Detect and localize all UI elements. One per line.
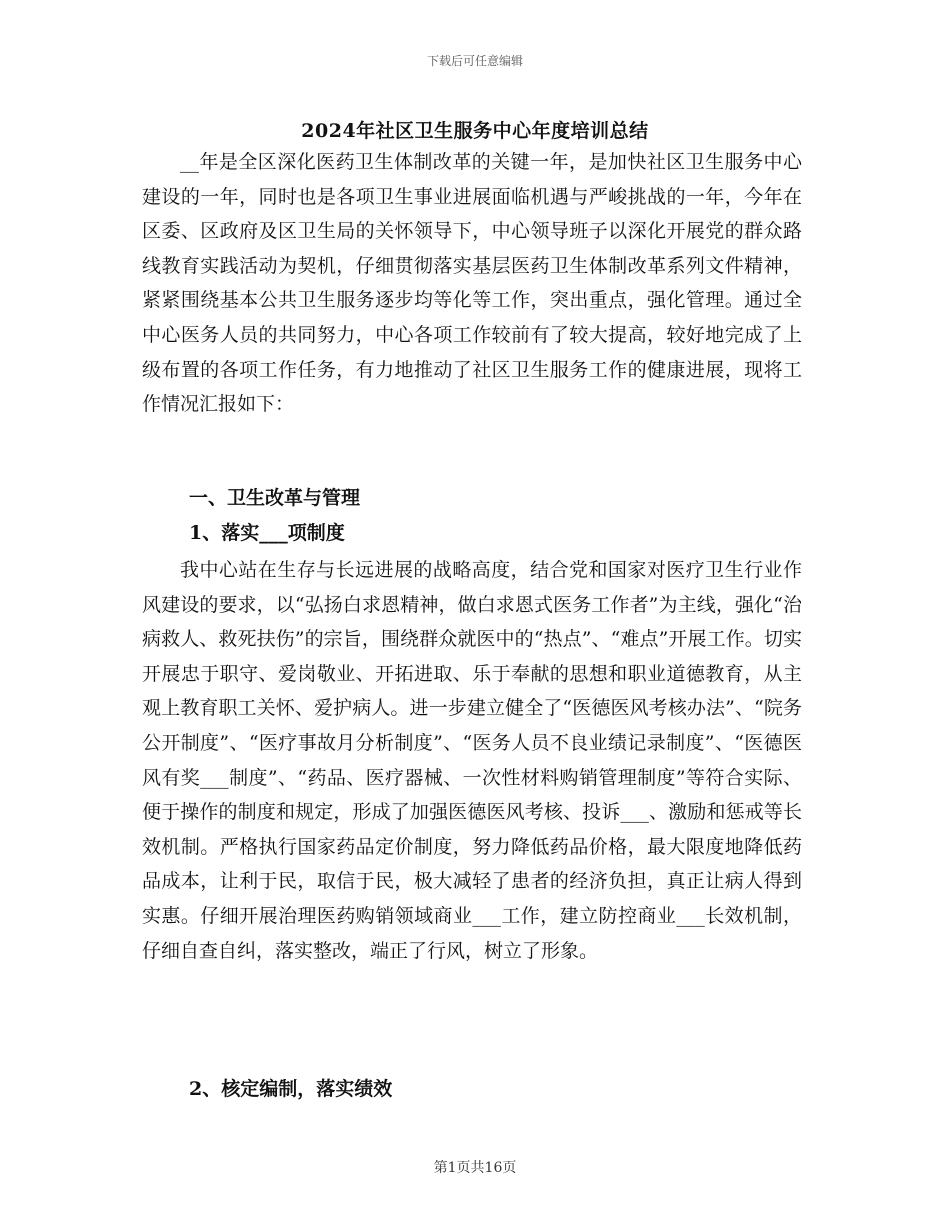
section-heading-1: 一、卫生改革与管理 [189,487,361,509]
subsection-1-paragraph: 我中心站在生存与长远进展的战略高度，结合党和国家对医疗卫生行业作风建设的要求，以“弘扬白求恩精神，做白求恩式医务工作者”为主线，强化“治病救人、救死扶伤”的宗旨，围绕群众就医中的“热点”、“难点”开展工作。切实开展忠于职守、爱岗敬业、开拓进取、乐于奉献的思想和职业道德教育，从主观上教育职工关怀、爱护病人。进一步建立健全了“医德医风考核办法”、“院务公开制度”、“医疗事故月分析制度”、“医务人员不良业绩记录制度”、“医德医风有奖___制度”、“药品、医疗器械、一次性材料购销管理制度”等符合实际、便于操作的制度和规定，形成了加强医德医风考核、投诉___、激励和惩戒等长效机制。严格执行国家药品定价制度，努力降低药品价格，最大限度地降低药品成本，让利于民，取信于民，极大减轻了患者的经济负担，真正让病人得到实惠。仔细开展治理医药购销领域商业___工作，建立防控商业___长效机制，仔细自查自纠，落实整改，端正了行风，树立了形象。 [142,559,802,962]
subsection-heading-1: 1、落实___项制度 [189,522,345,544]
document-title: 2024年社区卫生服务中心年度培训总结 [301,120,649,142]
page-header-note: 下载后可任意编辑 [426,54,523,68]
page-number: 第1页共16页 [433,1160,517,1176]
intro-paragraph-block [142,145,802,422]
subsection-heading-2: 2、核定编制，落实绩效 [189,1078,393,1100]
subsection-1-body-block [142,553,802,968]
intro-paragraph: __年是全区深化医药卫生体制改革的关键一年，是加快社区卫生服务中心建设的一年，同时也是各项卫生事业进展面临机遇与严峻挑战的一年，今年在区委、区政府及区卫生局的关怀领导下，中心领导班子以深化开展党的群众路线教育实践活动为契机，仔细贯彻落实基层医药卫生体制改革系列文件精神，紧紧围绕基本公共卫生服务逐步均等化等工作，突出重点，强化管理。通过全中心医务人员的共同努力，中心各项工作较前有了较大提高，较好地完成了上级布置的各项工作任务，有力地推动了社区卫生服务工作的健康进展，现将工作情况汇报如下： [142,151,802,416]
